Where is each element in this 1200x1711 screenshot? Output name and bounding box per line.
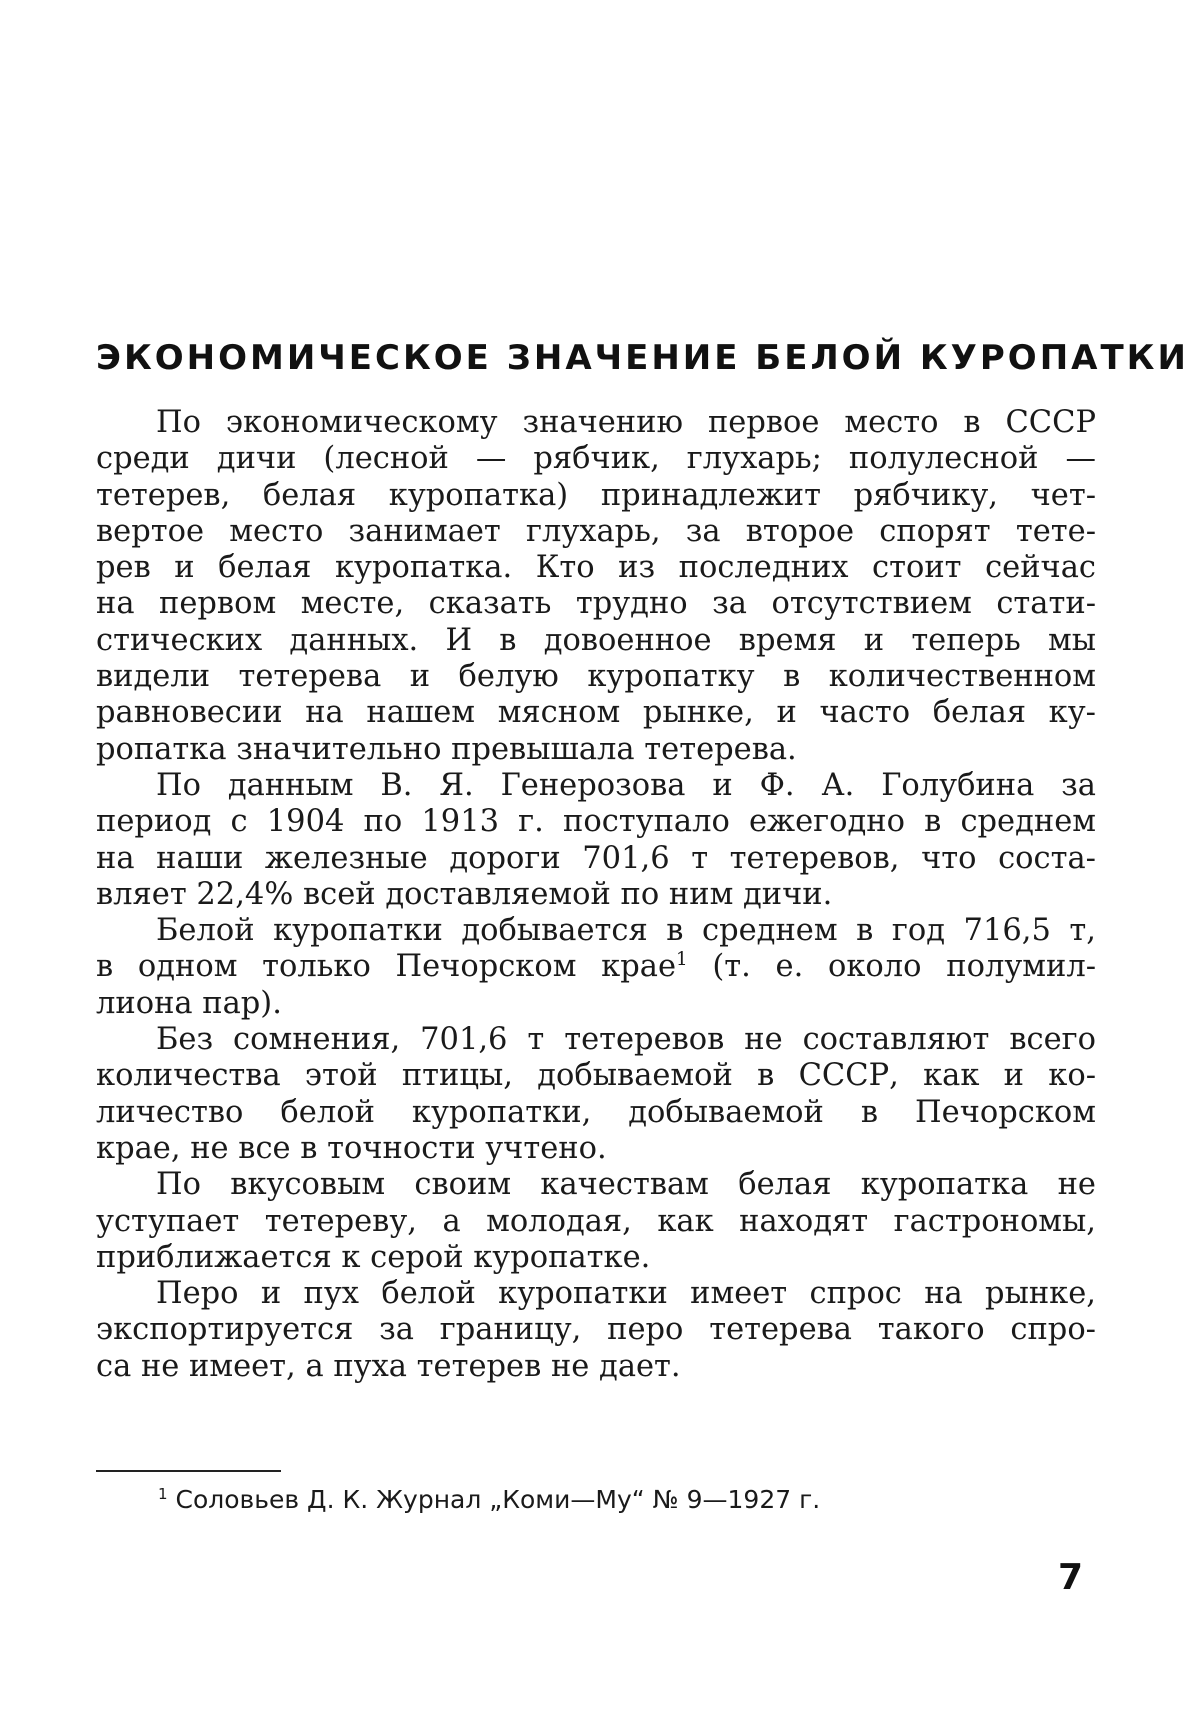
text-line: са не имеет, а пуха тетерев не дает.: [96, 1348, 681, 1384]
footnote: [158, 1484, 1058, 1516]
text-line: ропатка значительно превышала тетерева.: [96, 731, 797, 767]
text-line: экспортируется за границу, перо тетерева такого спро-: [96, 1312, 1096, 1348]
paragraph: [96, 405, 1096, 768]
text-line: рев и белая куропатка. Кто из последних стоит сейчас: [96, 550, 1096, 586]
text-line: личество белой куропатки, добываемой в Печорском: [96, 1094, 1096, 1130]
text-line: на первом месте, сказать трудно за отсутствием стати-: [96, 586, 1096, 622]
text-line: приближается к серой куропатке.: [96, 1239, 651, 1275]
footnote-text: Соловьев Д. К. Журнал „Коми—Му“ № 9—1927 г.: [167, 1485, 821, 1514]
body-text: [96, 405, 1096, 1385]
chapter-heading: ЭКОНОМИЧЕСКОЕ ЗНАЧЕНИЕ БЕЛОЙ КУРОПАТКИ: [96, 338, 1189, 378]
text-line: крае, не все в точности учтено.: [96, 1130, 607, 1166]
page-number: 7: [1058, 1557, 1084, 1598]
text-segment: в одном только Печорском крае: [96, 949, 676, 985]
text-segment: (т. е. около полумил-: [687, 949, 1096, 985]
text-line: Перо и пух белой куропатки имеет спрос на рынке,: [156, 1276, 1096, 1312]
footnote-reference[interactable]: 1: [676, 949, 688, 971]
text-line: вляет 22,4% всей доставляемой по ним дичи.: [96, 876, 833, 912]
text-line: тетерев, белая куропатка) принадлежит рябчику, чет-: [96, 477, 1096, 513]
text-line: Без сомнения, 701,6 т тетеревов не составляют всего: [156, 1022, 1096, 1058]
paragraph: [96, 768, 1096, 913]
text-line: среди дичи (лесной — рябчик, глухарь; полулесной —: [96, 441, 1096, 477]
footnote-divider: [96, 1470, 281, 1472]
text-line: По данным В. Я. Генерозова и Ф. А. Голубина за: [156, 767, 1096, 803]
text-line: Белой куропатки добывается в среднем в год 716,5 т,: [156, 913, 1096, 949]
text-line: вертое место занимает глухарь, за второе спорят тете-: [96, 513, 1096, 549]
text-line: период с 1904 по 1913 г. поступало ежегодно в среднем: [96, 804, 1096, 840]
text-line: равновесии на нашем мясном рынке, и часто белая ку-: [96, 695, 1096, 731]
text-line: уступает тетереву, а молодая, как находят гастрономы,: [96, 1203, 1096, 1239]
paragraph: [96, 1167, 1096, 1276]
text-line: По вкусовым своим качествам белая куропатка не: [156, 1167, 1096, 1203]
text-line: количества этой птицы, добываемой в СССР, как и ко-: [96, 1058, 1096, 1094]
paragraph: [96, 1276, 1096, 1385]
text-line: стических данных. И в довоенное время и теперь мы: [96, 622, 1096, 658]
text-line: видели тетерева и белую куропатку в количественном: [96, 659, 1096, 695]
paragraph: [96, 1022, 1096, 1167]
text-line: По экономическому значению первое место в СССР: [156, 405, 1096, 440]
footnote-mark: 1: [158, 1485, 168, 1503]
text-line-with-footnote: [96, 949, 1096, 985]
text-line: на наши железные дороги 701,6 т тетеревов, что соста-: [96, 840, 1096, 876]
text-line: лиона пар).: [96, 985, 282, 1021]
paragraph: [96, 913, 1096, 1022]
